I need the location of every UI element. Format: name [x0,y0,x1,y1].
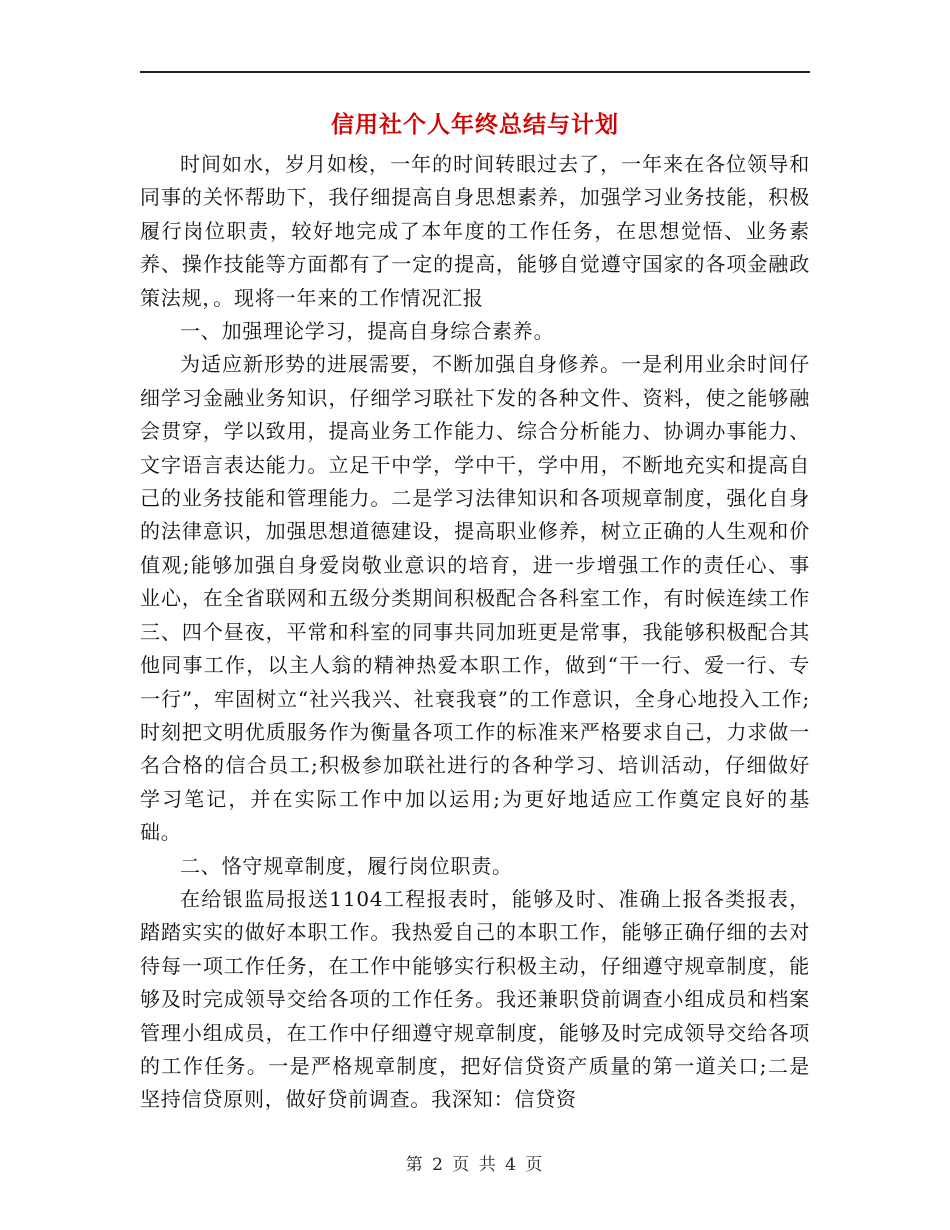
section-2-paragraph: 在给银监局报送1104工程报表时，能够及时、准确上报各类报表，踏踏实实的做好本职工作。我热爱自己的本职工作，能够正确仔细的去对待每一项工作任务，在工作中能够实行积极主动，仔细遵守规章制度，能够及时完成领导交给各项的工作任务。我还兼职贷前调查小组成员和档案管理小组成员，在工作中仔细遵守规章制度，能够及时完成领导交给各项的工作任务。一是严格规章制度，把好信贷资产质量的第一道关口;二是坚持信贷原则，做好贷前调查。我深知：信贷资 [140,886,810,1112]
section-heading-1: 一、加强理论学习，提高自身综合素养。 [180,319,555,344]
page-number: 第 2 页 共 4 页 [405,1155,545,1175]
header-rule [140,71,810,73]
section-1-paragraph: 为适应新形势的进展需要，不断加强自身修养。一是利用业余时间仔细学习金融业务知识，仔细学习联社下发的各种文件、资料，使之能够融会贯穿，学以致用，提高业务工作能力、综合分析能力、协调办事能力、文字语言表达能力。立足干中学，学中干，学中用，不断地充实和提高自己的业务技能和管理能力。二是学习法律知识和各项规章制度，强化自身的法律意识，加强思想道德建设，提高职业修养，树立正确的人生观和价值观;能够加强自身爱岗敬业意识的培育，进一步增强工作的责任心、事业心，在全省联网和五级分类期间积极配合各科室工作，有时候连续工作三、四个昼夜，平常和科室的同事共同加班更是常事，我能够积极配合其他同事工作，以主人翁的精神热爱本职工作，做到“干一行、爱一行、专一行”，牢固树立“社兴我兴、社衰我衰”的工作意识，全身心地投入工作;时刻把文明优质服务作为衡量各项工作的标准来严格要求自己，力求做一名合格的信合员工;积极参加联社进行的各种学习、培训活动，仔细做好学习笔记，并在实际工作中加以运用;为更好地适应工作奠定良好的基础。 [140,352,810,845]
intro-paragraph: 时间如水，岁月如梭，一年的时间转眼过去了，一年来在各位领导和同事的关怀帮助下，我仔细提高自身思想素养，加强学习业务技能，积极履行岗位职责，较好地完成了本年度的工作任务，在思想觉悟、业务素养、操作技能等方面都有了一定的提高，能够自觉遵守国家的各项金融政策法规，。现将一年来的工作情况汇报 [140,152,810,310]
document-title: 信用社个人年终总结与计划 [331,111,619,138]
document-body [140,148,810,1117]
section-heading-2: 二、恪守规章制度，履行岗位职责。 [180,853,513,878]
